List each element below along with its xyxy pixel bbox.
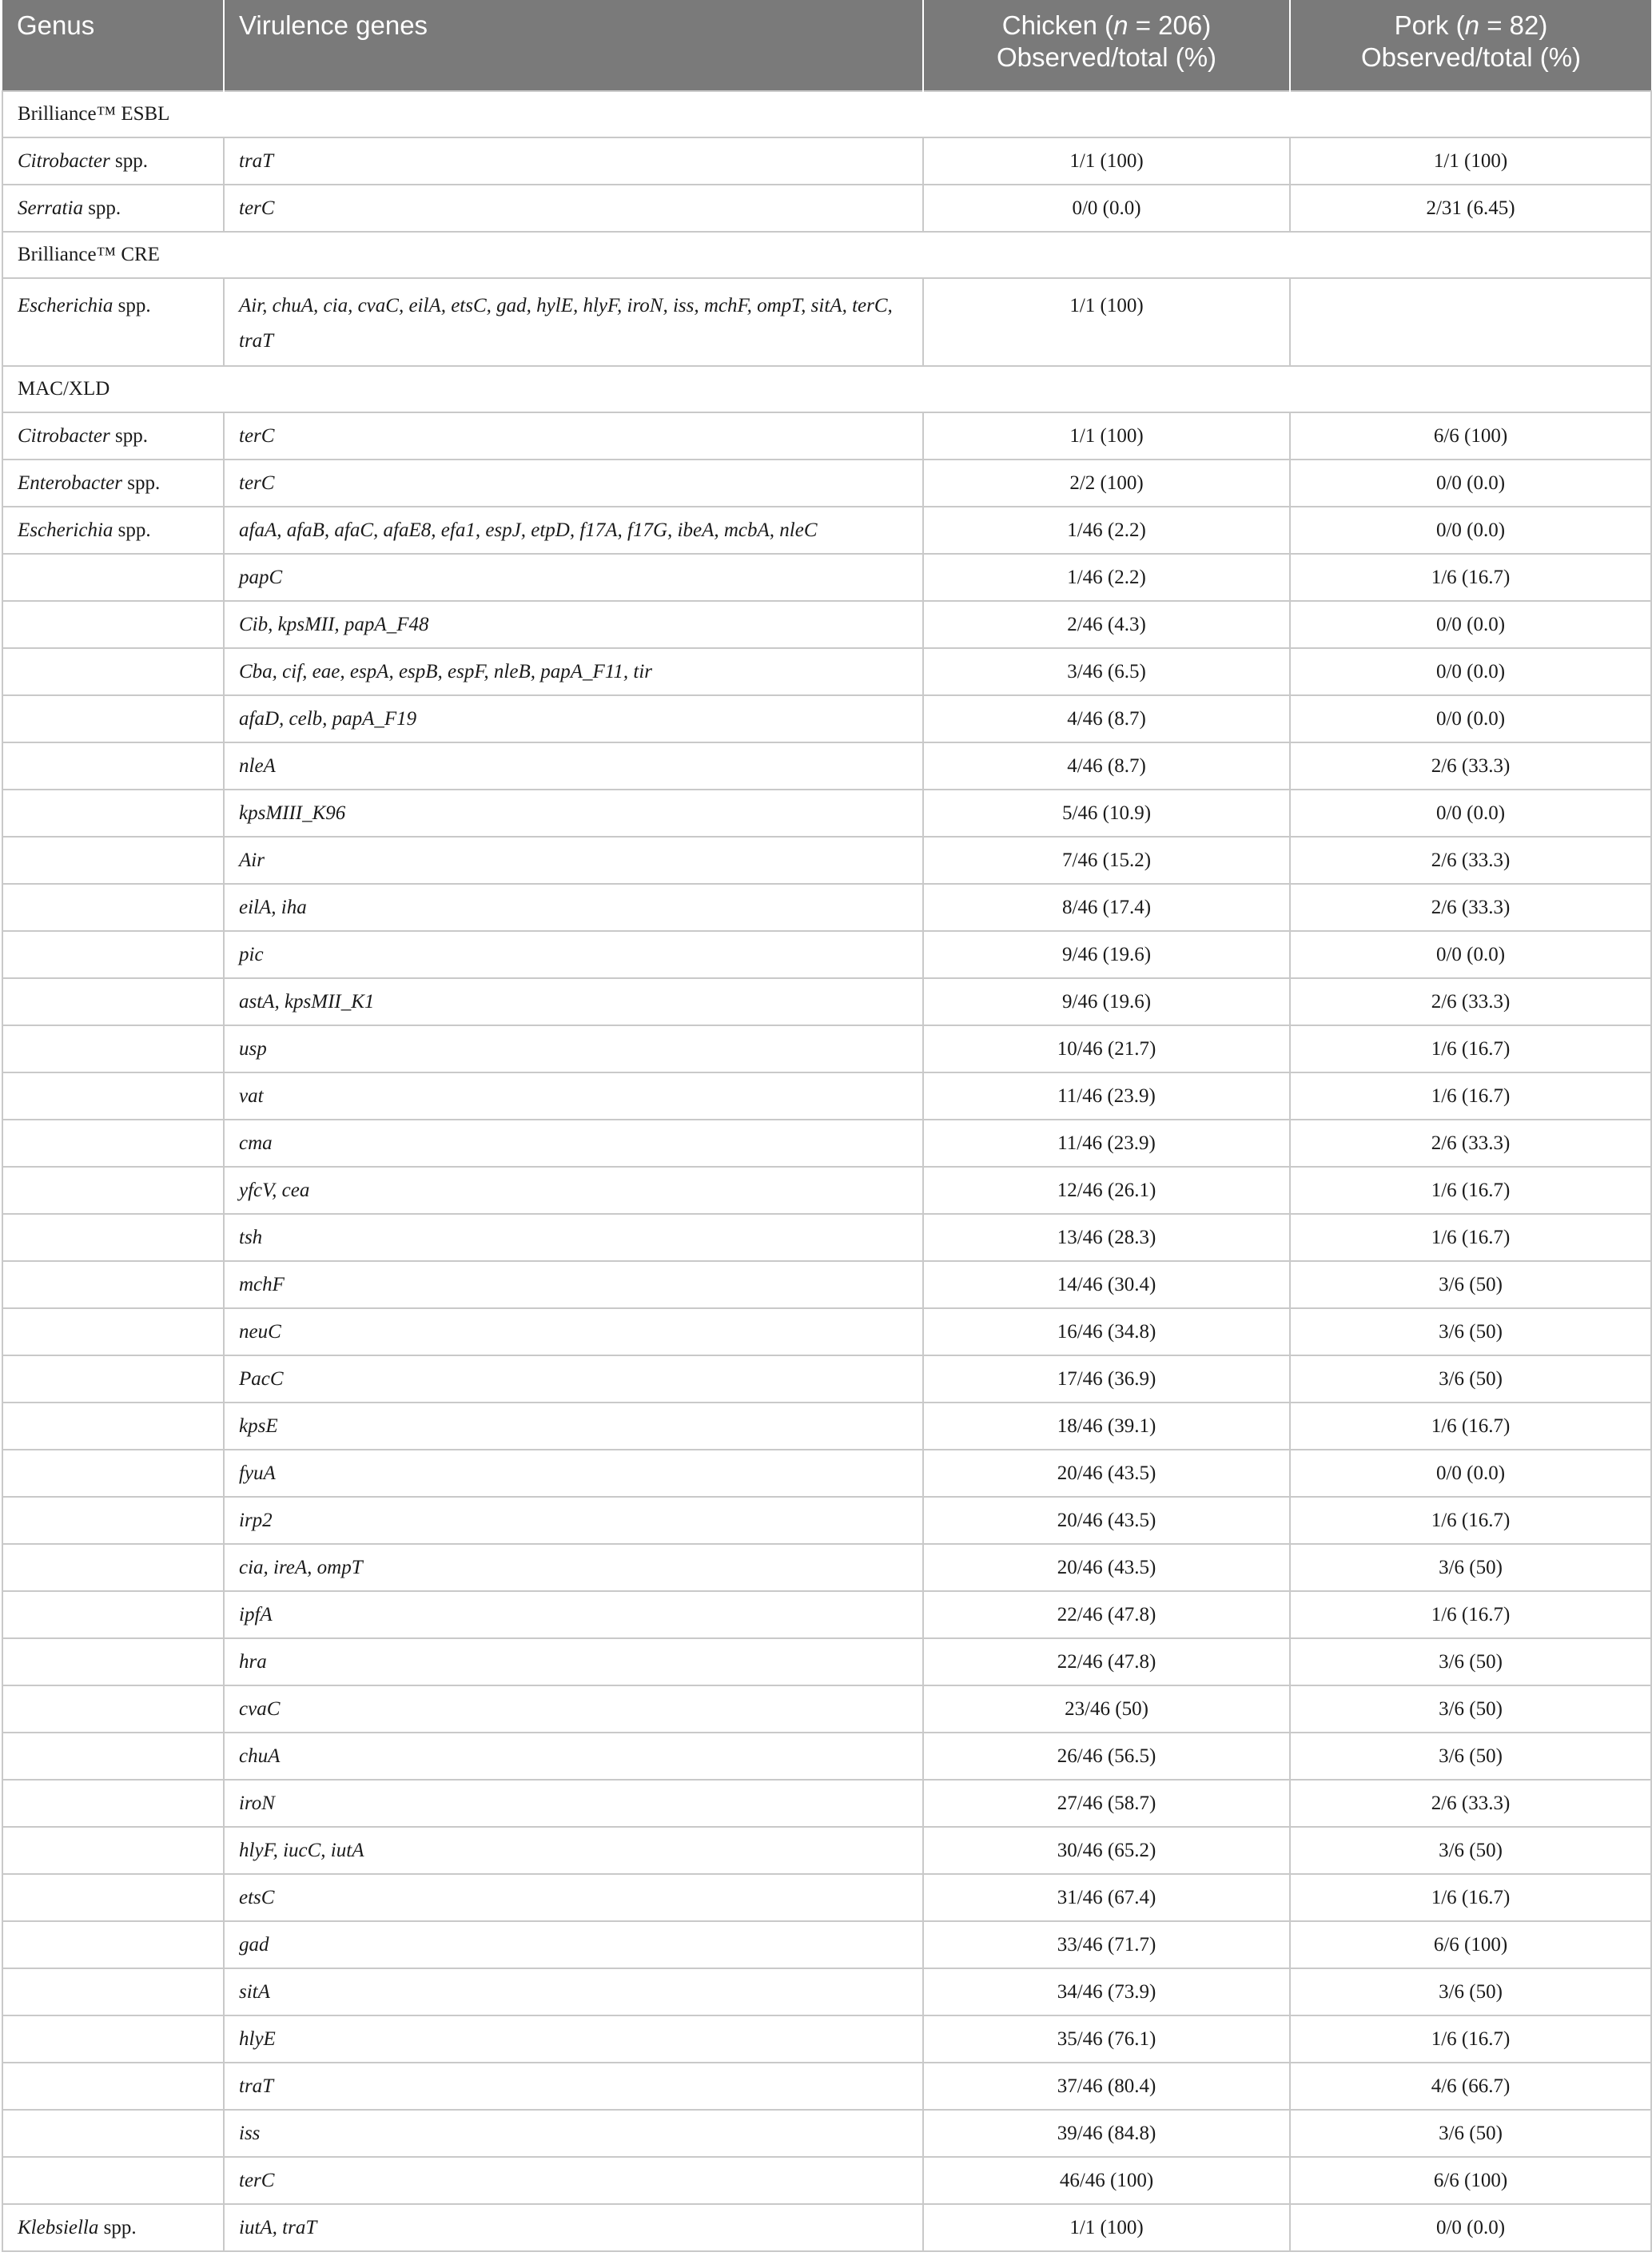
genes-cell xyxy=(224,1497,923,1544)
pork-cell: 3/6 (50) xyxy=(1290,1355,1651,1403)
chicken-cell: 9/46 (19.6) xyxy=(923,978,1290,1025)
genes-cell xyxy=(224,1921,923,1968)
genes-text: hlyF, iucC, iutA xyxy=(239,1839,364,1861)
genes-cell xyxy=(224,185,923,232)
pork-cell: 1/6 (16.7) xyxy=(1290,1214,1651,1261)
genus-cell xyxy=(2,1544,224,1591)
pork-cell: 1/6 (16.7) xyxy=(1290,1072,1651,1120)
table-row xyxy=(2,554,1651,601)
genes-text: Cib, kpsMII, papA_F48 xyxy=(239,613,429,635)
genes-text: terC xyxy=(239,424,275,447)
genes-text: sitA xyxy=(239,1980,270,2003)
header-chicken-n: n xyxy=(1113,10,1129,40)
genus-cell xyxy=(2,1214,224,1261)
genus-cell xyxy=(2,1497,224,1544)
genes-text: etsC xyxy=(239,1886,275,1908)
table-row xyxy=(2,790,1651,837)
genes-cell xyxy=(224,1827,923,1874)
genes-cell xyxy=(224,137,923,185)
table-row xyxy=(2,742,1651,790)
table-row xyxy=(2,1591,1651,1638)
pork-cell: 0/0 (0.0) xyxy=(1290,1450,1651,1497)
pork-cell: 1/1 (100) xyxy=(1290,137,1651,185)
pork-cell: 3/6 (50) xyxy=(1290,1638,1651,1685)
genus-cell xyxy=(2,837,224,884)
chicken-cell: 20/46 (43.5) xyxy=(923,1450,1290,1497)
chicken-cell: 46/46 (100) xyxy=(923,2157,1290,2204)
table-row xyxy=(2,1874,1651,1921)
genus-cell xyxy=(2,460,224,507)
pork-cell: 2/6 (33.3) xyxy=(1290,978,1651,1025)
genus-name: Citrobacter xyxy=(18,424,110,447)
genes-text: afaA, afaB, afaC, afaE8, efa1, espJ, etpD, f17A, f17G, ibeA, mcbA, nleC xyxy=(239,519,818,541)
pork-cell: 3/6 (50) xyxy=(1290,1308,1651,1355)
pork-cell: 1/6 (16.7) xyxy=(1290,1025,1651,1072)
header-chicken xyxy=(923,0,1290,91)
pork-cell: 1/6 (16.7) xyxy=(1290,1497,1651,1544)
genes-text: terC xyxy=(239,197,275,219)
table-row xyxy=(2,695,1651,742)
genes-text: mchF xyxy=(239,1273,285,1295)
table-row xyxy=(2,1214,1651,1261)
chicken-cell: 30/46 (65.2) xyxy=(923,1827,1290,1874)
genes-text: eilA, iha xyxy=(239,896,307,918)
genes-cell xyxy=(224,1261,923,1308)
table-row xyxy=(2,1638,1651,1685)
pork-cell: 2/6 (33.3) xyxy=(1290,1120,1651,1167)
table-row xyxy=(2,648,1651,695)
chicken-cell: 2/46 (4.3) xyxy=(923,601,1290,648)
genes-cell xyxy=(224,884,923,931)
chicken-cell: 13/46 (28.3) xyxy=(923,1214,1290,1261)
genes-text: gad xyxy=(239,1933,269,1956)
genus-cell xyxy=(2,790,224,837)
table-row xyxy=(2,1827,1651,1874)
genus-cell xyxy=(2,978,224,1025)
pork-cell: 3/6 (50) xyxy=(1290,1685,1651,1733)
chicken-cell: 10/46 (21.7) xyxy=(923,1025,1290,1072)
chicken-cell: 5/46 (10.9) xyxy=(923,790,1290,837)
header-pork xyxy=(1290,0,1651,91)
genes-cell xyxy=(224,2204,923,2251)
genes-text: usp xyxy=(239,1037,267,1060)
genus-cell xyxy=(2,1072,224,1120)
pork-cell: 0/0 (0.0) xyxy=(1290,601,1651,648)
genes-cell xyxy=(224,460,923,507)
genus-cell xyxy=(2,2204,224,2251)
chicken-cell: 12/46 (26.1) xyxy=(923,1167,1290,1214)
genus-spp: spp. xyxy=(98,2216,137,2238)
table-row xyxy=(2,1261,1651,1308)
chicken-cell: 4/46 (8.7) xyxy=(923,742,1290,790)
genes-cell xyxy=(224,931,923,978)
table-row xyxy=(2,278,1651,366)
pork-cell: 1/6 (16.7) xyxy=(1290,2015,1651,2063)
pork-cell: 1/6 (16.7) xyxy=(1290,1874,1651,1921)
genus-cell xyxy=(2,2063,224,2110)
section-label: Brilliance™ ESBL xyxy=(2,91,1651,137)
chicken-cell: 4/46 (8.7) xyxy=(923,695,1290,742)
genes-text: tsh xyxy=(239,1226,263,1248)
genes-text: terC xyxy=(239,472,275,494)
table-row xyxy=(2,1780,1651,1827)
genus-cell xyxy=(2,1025,224,1072)
pork-cell: 0/0 (0.0) xyxy=(1290,695,1651,742)
genes-cell xyxy=(224,412,923,460)
table-row xyxy=(2,1072,1651,1120)
genes-text: irp2 xyxy=(239,1509,273,1531)
chicken-cell: 34/46 (73.9) xyxy=(923,1968,1290,2015)
genes-text: Air xyxy=(239,849,265,871)
genes-cell xyxy=(224,278,923,366)
pork-cell: 6/6 (100) xyxy=(1290,412,1651,460)
genus-spp: spp. xyxy=(113,519,151,541)
genes-text: chuA xyxy=(239,1745,281,1767)
chicken-cell: 20/46 (43.5) xyxy=(923,1544,1290,1591)
pork-cell: 2/6 (33.3) xyxy=(1290,884,1651,931)
genes-cell xyxy=(224,1544,923,1591)
genes-cell xyxy=(224,837,923,884)
table-row xyxy=(2,2110,1651,2157)
genus-cell xyxy=(2,1685,224,1733)
pork-cell: 0/0 (0.0) xyxy=(1290,648,1651,695)
genus-spp: spp. xyxy=(113,295,151,316)
genus-cell xyxy=(2,1167,224,1214)
genus-cell xyxy=(2,554,224,601)
genes-text: kpsE xyxy=(239,1415,278,1437)
header-chicken-suffix: = 206) xyxy=(1128,10,1212,40)
genus-cell xyxy=(2,1780,224,1827)
chicken-cell: 22/46 (47.8) xyxy=(923,1591,1290,1638)
section-label: Brilliance™ CRE xyxy=(2,232,1651,278)
chicken-cell: 20/46 (43.5) xyxy=(923,1497,1290,1544)
genus-cell xyxy=(2,1120,224,1167)
genus-name: Citrobacter xyxy=(18,149,110,172)
section-row-macxld xyxy=(2,366,1651,412)
genes-text: yfcV, cea xyxy=(239,1179,310,1201)
table-header xyxy=(2,0,1651,91)
chicken-cell: 3/46 (6.5) xyxy=(923,648,1290,695)
genes-text: neuC xyxy=(239,1320,281,1343)
genus-spp: spp. xyxy=(82,197,121,219)
chicken-cell: 27/46 (58.7) xyxy=(923,1780,1290,1827)
chicken-cell: 1/1 (100) xyxy=(923,2204,1290,2251)
genes-cell xyxy=(224,2015,923,2063)
genus-cell xyxy=(2,1403,224,1450)
genus-cell xyxy=(2,884,224,931)
genes-text: traT xyxy=(239,149,274,172)
table-row xyxy=(2,507,1651,554)
chicken-cell: 35/46 (76.1) xyxy=(923,2015,1290,2063)
genus-cell xyxy=(2,185,224,232)
chicken-cell: 1/46 (2.2) xyxy=(923,554,1290,601)
genes-text: afaD, celb, papA_F19 xyxy=(239,707,417,730)
genes-cell xyxy=(224,1214,923,1261)
header-virulence-genes: Virulence genes xyxy=(224,0,923,91)
table-row xyxy=(2,1308,1651,1355)
pork-cell: 3/6 (50) xyxy=(1290,1261,1651,1308)
table-row xyxy=(2,1497,1651,1544)
header-pork-observed: Observed/total (%) xyxy=(1360,42,1582,72)
pork-cell: 0/0 (0.0) xyxy=(1290,790,1651,837)
chicken-cell: 1/1 (100) xyxy=(923,412,1290,460)
genus-spp: spp. xyxy=(109,424,148,447)
pork-cell: 0/0 (0.0) xyxy=(1290,931,1651,978)
genes-cell xyxy=(224,1685,923,1733)
genus-cell xyxy=(2,278,224,366)
genus-cell xyxy=(2,601,224,648)
genes-cell xyxy=(224,1780,923,1827)
table-row xyxy=(2,1450,1651,1497)
pork-cell: 1/6 (16.7) xyxy=(1290,1591,1651,1638)
genes-cell xyxy=(224,601,923,648)
genus-cell xyxy=(2,648,224,695)
header-genus: Genus xyxy=(2,0,224,91)
chicken-cell: 39/46 (84.8) xyxy=(923,2110,1290,2157)
chicken-cell: 9/46 (19.6) xyxy=(923,931,1290,978)
header-pork-prefix: Pork ( xyxy=(1394,10,1465,40)
table-body xyxy=(2,91,1651,2251)
pork-cell: 2/6 (33.3) xyxy=(1290,1780,1651,1827)
table-row xyxy=(2,2063,1651,2110)
pork-cell: 4/6 (66.7) xyxy=(1290,2063,1651,2110)
table-row xyxy=(2,460,1651,507)
pork-cell: 3/6 (50) xyxy=(1290,1544,1651,1591)
genes-text: PacC xyxy=(239,1367,284,1390)
pork-cell: 2/31 (6.45) xyxy=(1290,185,1651,232)
genus-cell xyxy=(2,931,224,978)
pork-cell: 6/6 (100) xyxy=(1290,1921,1651,1968)
table-row xyxy=(2,1025,1651,1072)
genus-cell xyxy=(2,2157,224,2204)
genes-text: iroN xyxy=(239,1792,275,1814)
genes-cell xyxy=(224,1591,923,1638)
genes-cell xyxy=(224,1874,923,1921)
genus-cell xyxy=(2,1261,224,1308)
table-row xyxy=(2,1544,1651,1591)
genus-cell xyxy=(2,1921,224,1968)
chicken-cell: 37/46 (80.4) xyxy=(923,2063,1290,2110)
table-row xyxy=(2,185,1651,232)
genus-cell xyxy=(2,1874,224,1921)
table-row xyxy=(2,1733,1651,1780)
genus-cell xyxy=(2,1308,224,1355)
genus-cell xyxy=(2,1450,224,1497)
genes-cell xyxy=(224,1403,923,1450)
genes-cell xyxy=(224,790,923,837)
section-row-cre xyxy=(2,232,1651,278)
genes-text: pic xyxy=(239,943,264,965)
pork-cell: 3/6 (50) xyxy=(1290,1733,1651,1780)
table-row xyxy=(2,1921,1651,1968)
chicken-cell: 18/46 (39.1) xyxy=(923,1403,1290,1450)
genes-cell xyxy=(224,2063,923,2110)
genes-cell xyxy=(224,1638,923,1685)
table-row xyxy=(2,1355,1651,1403)
genus-spp: spp. xyxy=(121,472,161,494)
table-row xyxy=(2,931,1651,978)
table-row xyxy=(2,884,1651,931)
genes-text: fyuA xyxy=(239,1462,276,1484)
genes-cell xyxy=(224,742,923,790)
genes-text: astA, kpsMII_K1 xyxy=(239,990,375,1013)
pork-cell: 6/6 (100) xyxy=(1290,2157,1651,2204)
genes-cell xyxy=(224,2110,923,2157)
chicken-cell: 7/46 (15.2) xyxy=(923,837,1290,884)
genes-cell xyxy=(224,1167,923,1214)
genes-text: hra xyxy=(239,1650,267,1673)
chicken-cell: 1/1 (100) xyxy=(923,137,1290,185)
table-row xyxy=(2,412,1651,460)
header-pork-suffix: = 82) xyxy=(1479,10,1548,40)
table-row xyxy=(2,1968,1651,2015)
table-row xyxy=(2,1685,1651,1733)
genus-spp: spp. xyxy=(109,149,148,172)
chicken-cell: 26/46 (56.5) xyxy=(923,1733,1290,1780)
genes-text: nleA xyxy=(239,754,276,777)
table-row xyxy=(2,837,1651,884)
chicken-cell: 0/0 (0.0) xyxy=(923,185,1290,232)
genus-cell xyxy=(2,742,224,790)
genes-text: cvaC xyxy=(239,1697,281,1720)
genus-name: Serratia xyxy=(18,197,83,219)
genus-cell xyxy=(2,2015,224,2063)
table-row xyxy=(2,978,1651,1025)
genes-text: cma xyxy=(239,1132,273,1154)
genes-text: iutA, traT xyxy=(239,2216,317,2238)
chicken-cell: 14/46 (30.4) xyxy=(923,1261,1290,1308)
genes-text: traT xyxy=(239,2075,274,2097)
chicken-cell: 11/46 (23.9) xyxy=(923,1120,1290,1167)
genes-text: hlyE xyxy=(239,2027,276,2050)
chicken-cell: 22/46 (47.8) xyxy=(923,1638,1290,1685)
table-row xyxy=(2,137,1651,185)
genus-cell xyxy=(2,412,224,460)
genes-cell xyxy=(224,554,923,601)
genes-text: Air, chuA, cia, cvaC, eilA, etsC, gad, hylE, hlyF, iroN, iss, mchF, ompT, sitA, terC, traT xyxy=(239,295,893,352)
table-row xyxy=(2,601,1651,648)
chicken-cell: 1/1 (100) xyxy=(923,278,1290,366)
genes-text: kpsMIII_K96 xyxy=(239,802,346,824)
genes-cell xyxy=(224,1355,923,1403)
genes-text: Cba, cif, eae, espA, espB, espF, nleB, papA_F11, tir xyxy=(239,660,653,682)
genes-cell xyxy=(224,1733,923,1780)
section-label: MAC/XLD xyxy=(2,366,1651,412)
table-row xyxy=(2,2015,1651,2063)
virulence-genes-table xyxy=(2,0,1652,2252)
pork-cell: 2/6 (33.3) xyxy=(1290,742,1651,790)
header-chicken-observed: Observed/total (%) xyxy=(996,42,1217,72)
genus-cell xyxy=(2,1827,224,1874)
pork-cell: 1/6 (16.7) xyxy=(1290,554,1651,601)
pork-cell: 0/0 (0.0) xyxy=(1290,460,1651,507)
genes-cell xyxy=(224,2157,923,2204)
chicken-cell: 16/46 (34.8) xyxy=(923,1308,1290,1355)
table-row xyxy=(2,1120,1651,1167)
genus-cell xyxy=(2,1638,224,1685)
pork-cell: 0/0 (0.0) xyxy=(1290,2204,1651,2251)
genes-cell xyxy=(224,1308,923,1355)
genus-cell xyxy=(2,507,224,554)
genus-cell xyxy=(2,1968,224,2015)
pork-cell: 3/6 (50) xyxy=(1290,1968,1651,2015)
genes-text: ipfA xyxy=(239,1603,273,1625)
genes-cell xyxy=(224,1025,923,1072)
chicken-cell: 17/46 (36.9) xyxy=(923,1355,1290,1403)
genes-text: vat xyxy=(239,1084,264,1107)
genus-cell xyxy=(2,1355,224,1403)
table-row xyxy=(2,2157,1651,2204)
chicken-cell: 1/46 (2.2) xyxy=(923,507,1290,554)
genes-text: iss xyxy=(239,2122,261,2144)
genes-cell xyxy=(224,695,923,742)
pork-cell: 2/6 (33.3) xyxy=(1290,837,1651,884)
pork-cell: 3/6 (50) xyxy=(1290,1827,1651,1874)
section-row-esbl xyxy=(2,91,1651,137)
pork-cell: 0/0 (0.0) xyxy=(1290,507,1651,554)
genes-text: terC xyxy=(239,2169,275,2191)
chicken-cell: 2/2 (100) xyxy=(923,460,1290,507)
chicken-cell: 31/46 (67.4) xyxy=(923,1874,1290,1921)
header-chicken-prefix: Chicken ( xyxy=(1001,10,1114,40)
genes-cell xyxy=(224,1120,923,1167)
pork-cell xyxy=(1290,278,1651,366)
genes-cell xyxy=(224,1968,923,2015)
genus-name: Enterobacter xyxy=(18,472,122,494)
genus-cell xyxy=(2,695,224,742)
table-row xyxy=(2,2204,1651,2251)
genes-cell xyxy=(224,507,923,554)
pork-cell: 3/6 (50) xyxy=(1290,2110,1651,2157)
genus-cell xyxy=(2,2110,224,2157)
header-row xyxy=(2,0,1651,91)
pork-cell: 1/6 (16.7) xyxy=(1290,1167,1651,1214)
chicken-cell: 23/46 (50) xyxy=(923,1685,1290,1733)
table-row xyxy=(2,1403,1651,1450)
chicken-cell: 11/46 (23.9) xyxy=(923,1072,1290,1120)
header-pork-n: n xyxy=(1464,10,1480,40)
genus-name: Escherichia xyxy=(18,519,113,541)
genes-text: cia, ireA, ompT xyxy=(239,1556,363,1578)
genus-name: Klebsiella xyxy=(18,2216,99,2238)
table-row xyxy=(2,1167,1651,1214)
chicken-cell: 33/46 (71.7) xyxy=(923,1921,1290,1968)
genus-name: Escherichia xyxy=(18,295,113,316)
pork-cell: 1/6 (16.7) xyxy=(1290,1403,1651,1450)
genus-cell xyxy=(2,1733,224,1780)
genus-cell xyxy=(2,137,224,185)
genes-cell xyxy=(224,648,923,695)
genes-cell xyxy=(224,978,923,1025)
genes-text: papC xyxy=(239,566,283,588)
chicken-cell: 8/46 (17.4) xyxy=(923,884,1290,931)
genes-cell xyxy=(224,1072,923,1120)
genus-cell xyxy=(2,1591,224,1638)
genes-cell xyxy=(224,1450,923,1497)
